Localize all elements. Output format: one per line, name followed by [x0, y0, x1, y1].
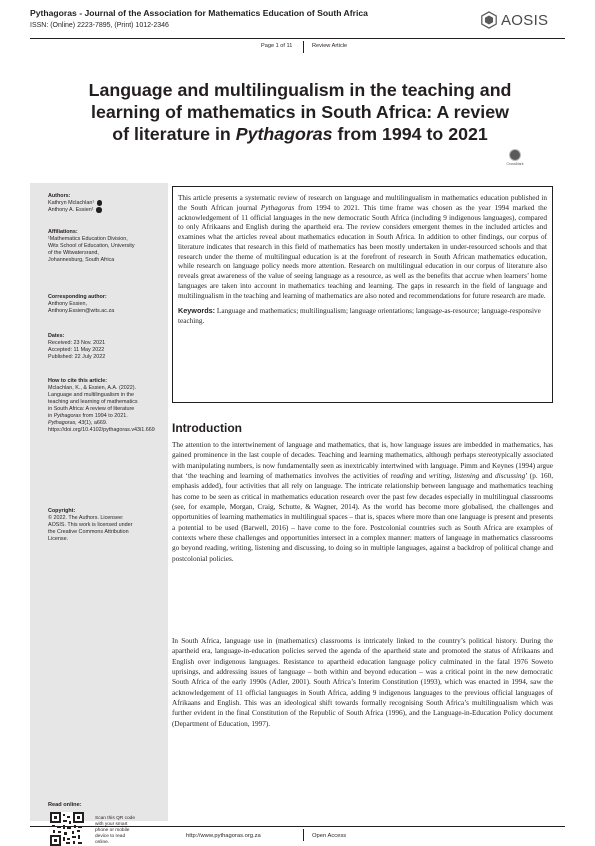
abstract-box: [172, 186, 553, 403]
footer-rule: [30, 826, 565, 827]
abstract-part-2: from 1994 to 2021. This time frame was chosen as the year 1994 marked the acknowledgement of 11 official languages in the new democratic South Africa (including 9 indigenous languages), compared to only Afrikaans and English during the apartheid era. The review considers emergent themes in the included articles and examines what the articles reveal about mathematics education in South Africa. In addition to other findings, our corpus of literature indicates that research in this field of mathematics has been mostly undertaken in under-resourced schools and that research under the theme of multilingual education is at the forefront of research in South African mathematics education, while research on language policy needs more attention. Research on multilingual education in our corpus of literature also reveals great awareness of the value of seeing language as a resource, as well as the benefits that accrue when learners’ home languages are taken into account in mathematics teaching and learning. The gaps in research in the field of language and multilingualism in the teaching and learning of mathematics are also noted and recommendations for future research are made.: [178, 203, 547, 300]
footer-url[interactable]: http://www.pythagoras.org.za: [186, 833, 261, 839]
author-1-name: Kathryn Mclachlan¹: [48, 200, 95, 207]
para1-part-c: and: [479, 472, 496, 481]
aosis-logo-icon: [480, 11, 498, 29]
date-published: Published: 22 July 2022: [48, 354, 106, 360]
header-rule: [30, 38, 565, 39]
orcid-icon[interactable]: [96, 207, 102, 213]
copyright-section: [48, 508, 166, 543]
abstract-text: [178, 194, 547, 301]
authors-label: Authors:: [48, 193, 71, 199]
cite-section: [48, 378, 166, 434]
intro-paragraph-2: In South Africa, language use in (mathematics) classrooms is intricately linked to the country’s political history. During the apartheid era, language-in-education policies served the agenda of the apartheid state and promoted the status of Afrikaans and English over indigenous languages. Resistance to apartheid education language policy culminated in the fatal 1976 Soweto uprisings, and addressing issues of language – both within and beyond education – was a critical point in the new democratic South Africa of the early 1990s (Adler, 2001). South Africa’s Interim Constitution (1993), which was enacted in 1994, saw the acknowledgement of 11 official languages in South Africa, adding 9 indigenous languages to the previous official languages of Afrikaans and English. This was an ideological shift towards formally recognising South Africa’s multilingualism which was further evident in the final Constitution of the Republic of South Africa (1996), and the Language-in-Education Policy document (Department of Education, 1997).: [172, 637, 553, 728]
affiliation-text: ¹Mathematics Education Division, Wits School of Education, University of the Witwatersrand, Johannesburg, South Africa: [48, 236, 135, 263]
corresponding-section: [48, 294, 166, 315]
abstract-journal-name: Pythagoras: [260, 203, 295, 212]
publisher-logo: [480, 11, 548, 29]
qr-instructions: Scan this QR code with your smart phone or mobile device to read online.: [95, 816, 135, 845]
copyright-label: Copyright:: [48, 508, 76, 514]
citation-doi[interactable]: (1), a669. https://doi.org/10.4102/pythagoras.v43i1.669: [48, 420, 155, 433]
affiliations-label: Affiliations:: [48, 229, 78, 235]
title-line-2: learning of mathematics in South Africa: A review: [91, 102, 509, 122]
title-line-3-pre: of literature in: [112, 124, 236, 144]
citation-part-1: Mclachlan, K., & Essien, A.A. (2022). Language and multilingualism in the teaching and learning of mathematics in South Africa: A review of literature in: [48, 385, 138, 419]
citation-part-2: from 1994 to 2021.: [80, 413, 128, 419]
date-accepted: Accepted: 11 May 2022: [48, 347, 105, 353]
title-line-1: Language and multilingualism in the teaching and: [88, 80, 512, 100]
orcid-icon[interactable]: [97, 200, 103, 206]
article-title: [40, 79, 560, 145]
para1-italic-2: writing, listening: [428, 472, 480, 481]
intro-paragraph-1: [172, 440, 553, 564]
dates-section: [48, 333, 166, 361]
footer-access: Open Access: [312, 833, 347, 839]
title-line-3: [40, 123, 560, 145]
date-received: Received: 23 Nov. 2021: [48, 340, 106, 346]
issn: ISSN: (Online) 2223-7895, (Print) 1012-2346: [30, 22, 169, 29]
para1-part-b: and: [412, 472, 429, 481]
author-2: [48, 207, 166, 214]
read-online-label: Read online:: [48, 802, 82, 808]
logo-text: AOSIS: [501, 11, 549, 29]
cite-label: How to cite this article:: [48, 378, 108, 384]
crossmark-icon: [509, 149, 521, 161]
page-label: Page 1 of 11: [261, 43, 293, 49]
citation-volume: Pythagoras, 43: [48, 420, 85, 426]
para1-part-d: ’ (p. 160, emphasis added), four activities that all rely on language. The intricate relationship between language and mathematics teaching has come to be seen as critical in mathematics education research over the past few decades especially in multilingual classrooms (see, for example, Morgan, Craig, Schutte, & Wagner, 2014). As the world has become more globalised, the challenges and opportunities of learning mathematics in multilingual spaces – that is, spaces where more than one language is present and presents a potential to be used (Barwell, 2016) – have come to the fore. Postcolonial countries such as South Africa are examples of contexts where these challenges and opportunities intersect in a complex manner: matters of language in mathematics classrooms go beyond reading, writing, listening and discussing, to doing so in multiple languages, against a backdrop of political change and postcolonial policies.: [172, 472, 554, 563]
copyright-text: © 2022. The Authors. Licensee: AOSIS. This work is licensed under the Creative Commons Attribution License.: [48, 515, 133, 542]
keywords-text: Language and mathematics; multilingualism; language orientations; language-as-resource; language-responsive teaching.: [178, 307, 541, 325]
author-1: [48, 200, 166, 207]
keywords-label: Keywords:: [178, 306, 216, 316]
qr-code-icon[interactable]: [50, 812, 84, 846]
affiliations-section: [48, 229, 166, 264]
corresponding-label: Corresponding author:: [48, 294, 107, 300]
title-journal-name: Pythagoras: [235, 124, 333, 144]
crossmark-badge[interactable]: [502, 149, 528, 166]
footer-separator: [303, 829, 304, 841]
title-line-3-post: from 1994 to 2021: [332, 124, 488, 144]
citation-journal: Pythagoras: [53, 413, 81, 419]
corresponding-name: Anthony Essien,: [48, 301, 87, 307]
header-separator: [303, 41, 304, 53]
author-2-name: Anthony A. Essien¹: [48, 207, 94, 214]
para1-part-a: The attention to the intertwinement of language and mathematics, that is, how language issues are imbedded in mathematics, has gained prominence in the last couple of decades. Teaching and learning mathematics, although perhaps stereotypically associated with manipulating numbers, is now fundamentally seen as inextricably intertwined with language. Pimm and Keynes (1994) argue that ‘the teaching and learning of mathematics involves the activities of: [172, 441, 553, 481]
abstract-part-1: This article presents a systematic review of research on language and multilingualism in mathematics education published in the South African journal: [178, 194, 547, 212]
section-heading: Introduction: [172, 421, 242, 435]
article-info-sidebar: [30, 183, 168, 845]
citation-text: [48, 385, 155, 434]
article-type: Review Article: [312, 43, 348, 49]
crossmark-label: CrossMark: [506, 162, 524, 166]
authors-section: [48, 193, 166, 214]
journal-title: Pythagoras - Journal of the Association for Mathematics Education of South Africa: [30, 8, 368, 18]
keywords: [178, 306, 547, 327]
dates-label: Dates:: [48, 333, 65, 339]
corresponding-email[interactable]: Anthony.Essien@wits.ac.za: [48, 308, 115, 314]
para1-italic-1: reading: [390, 472, 413, 481]
para1-italic-3: discussing: [495, 472, 526, 481]
